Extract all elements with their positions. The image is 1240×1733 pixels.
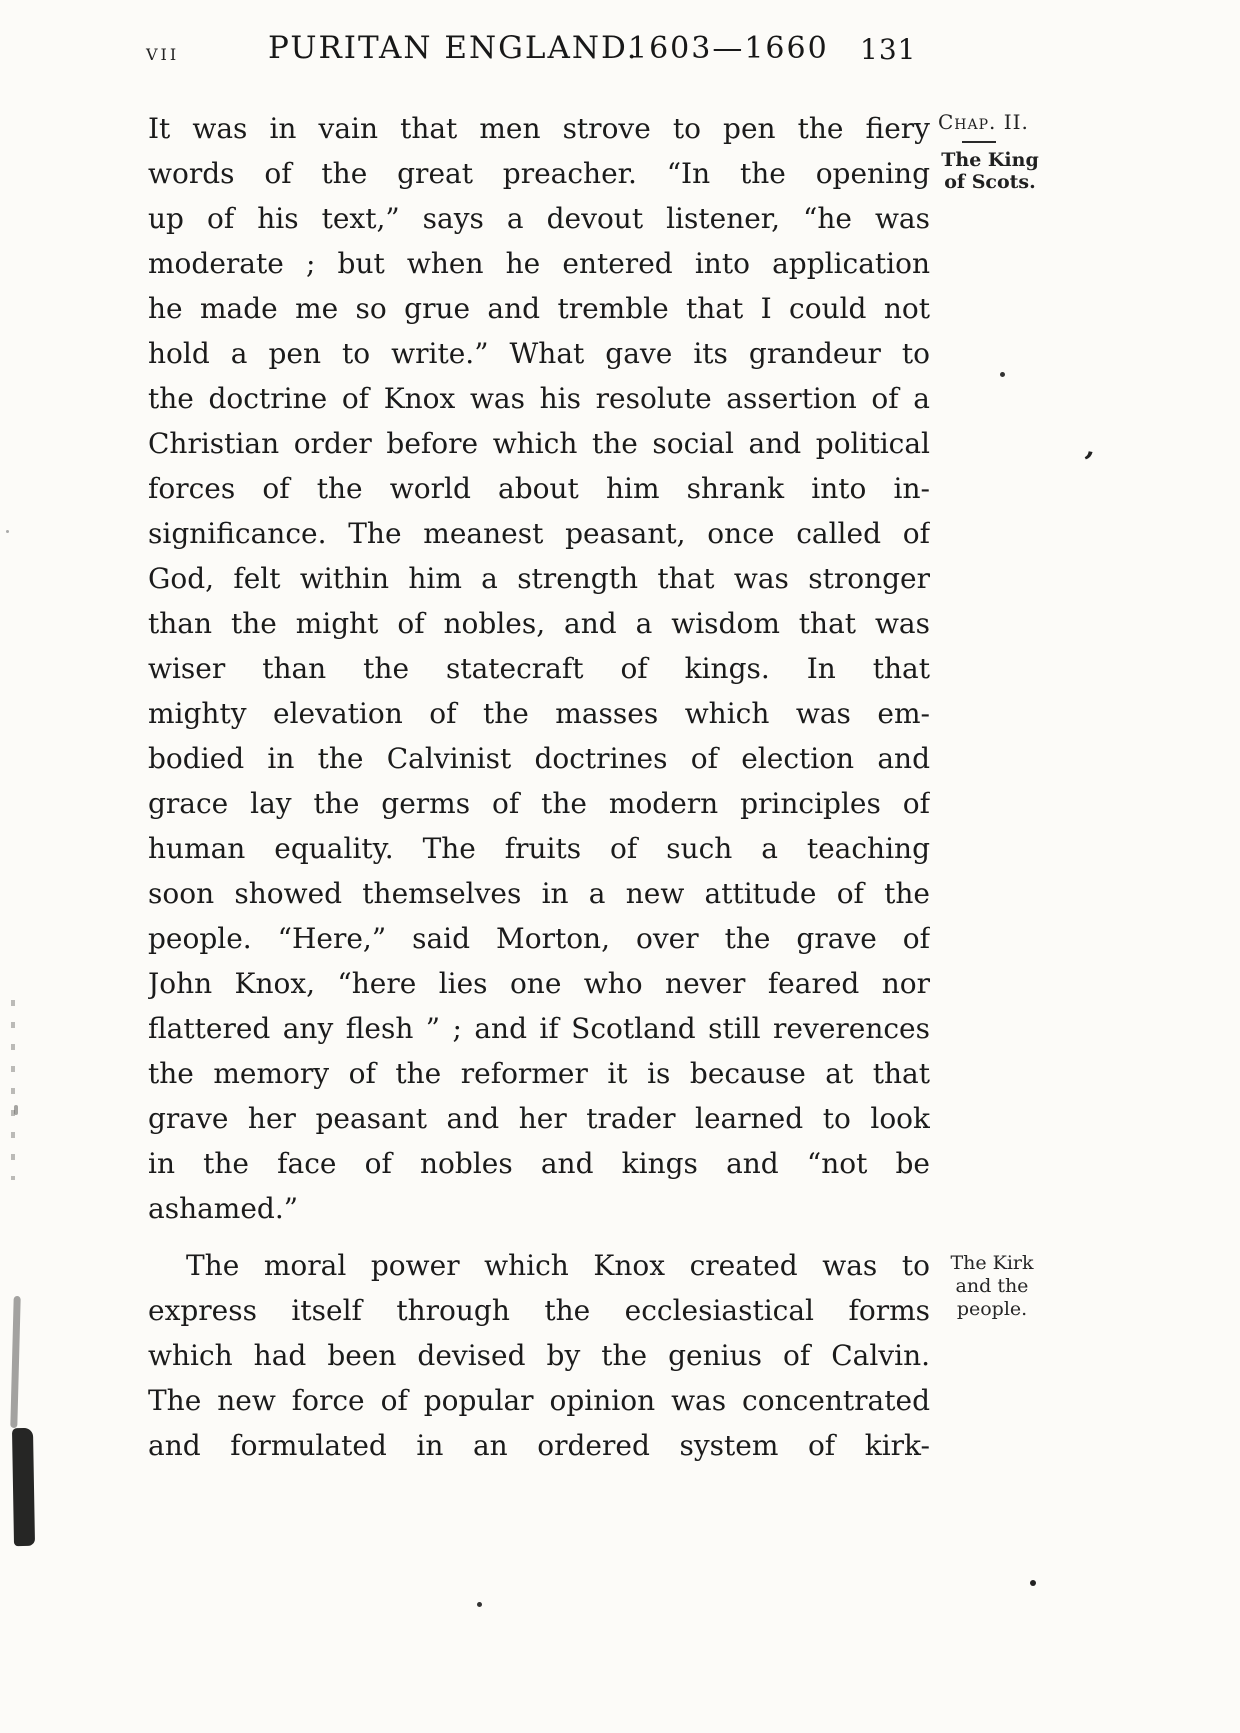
margin-note-kirk <box>946 1252 1038 1321</box>
chapter-numeral: vii <box>146 40 180 66</box>
text-line: Christian order before which the social and political <box>148 427 930 460</box>
page-number: 131 <box>860 33 917 66</box>
text-line: The new force of popular opinion was concentrated <box>148 1384 930 1417</box>
page-header <box>0 0 1240 90</box>
text-line: significance. The meanest peasant, once called of <box>148 517 930 550</box>
chapter-label: Chap. II. <box>938 110 1029 134</box>
scan-artifact-ink-blot <box>12 1428 35 1546</box>
text-line: he made me so grue and tremble that I could not <box>148 292 930 325</box>
text-line: the doctrine of Knox was his resolute assertion of a <box>148 382 930 415</box>
text-line: bodied in the Calvinist doctrines of election and <box>148 742 930 775</box>
text-line: the memory of the reformer it is because at that <box>148 1057 930 1090</box>
text-line: It was in vain that men strove to pen the fiery <box>148 112 930 145</box>
text-line: in the face of nobles and kings and “not be <box>148 1147 930 1180</box>
text-line: soon showed themselves in a new attitude of the <box>148 877 930 910</box>
scan-artifact-tick: ’ <box>1078 445 1096 482</box>
text-line: John Knox, “here lies one who never feared nor <box>148 967 930 1000</box>
paragraph <box>148 1243 930 1468</box>
text-line: human equality. The fruits of such a teaching <box>148 832 930 865</box>
running-title: PURITAN ENGLAND. <box>268 30 639 66</box>
scan-artifact-speck <box>1030 1580 1036 1586</box>
text-line: wiser than the statecraft of kings. In that <box>148 652 930 685</box>
text-line: which had been devised by the genius of Calvin. <box>148 1339 930 1372</box>
margin-rule <box>962 141 996 143</box>
paragraph <box>148 106 930 1231</box>
text-line: express itself through the ecclesiastical forms <box>148 1294 930 1327</box>
margin-note-text: The King of Scots. <box>941 149 1039 193</box>
text-line: grace lay the germs of the modern principles of <box>148 787 930 820</box>
text-line: moderate ; but when he entered into application <box>148 247 930 280</box>
text-line: words of the great preacher. “In the opening <box>148 157 930 190</box>
text-line: and formulated in an ordered system of kirk- <box>148 1429 930 1462</box>
text-line: The moral power which Knox created was to <box>186 1249 930 1282</box>
text-line: grave her peasant and her trader learned to look <box>148 1102 930 1135</box>
text-line: up of his text,” says a devout listener, “he was <box>148 202 930 235</box>
margin-note-king <box>938 110 1050 193</box>
text-line: people. “Here,” said Morton, over the grave of <box>148 922 930 955</box>
scan-artifact-edge-marks <box>11 1000 15 1180</box>
text-line: forces of the world about him shrank into in- <box>148 472 930 505</box>
scan-artifact-speck <box>1000 372 1005 377</box>
text-line: than the might of nobles, and a wisdom that was <box>148 607 930 640</box>
text-line: ashamed.” <box>148 1192 299 1225</box>
scan-artifact-ink-streak <box>10 1296 20 1428</box>
text-line: mighty elevation of the masses which was em- <box>148 697 930 730</box>
text-line: God, felt within him a strength that was stronger <box>148 562 930 595</box>
text-body <box>148 106 930 1468</box>
margin-note-text: The Kirk and the people. <box>950 1252 1034 1320</box>
scan-artifact-speck <box>14 1105 18 1115</box>
scan-artifact-speck <box>477 1602 482 1607</box>
scan-artifact-speck <box>6 530 9 533</box>
text-line: flattered any flesh ” ; and if Scotland still reverences <box>148 1012 930 1045</box>
date-range: 1603—1660 <box>628 31 829 66</box>
text-line: hold a pen to write.” What gave its grandeur to <box>148 337 930 370</box>
